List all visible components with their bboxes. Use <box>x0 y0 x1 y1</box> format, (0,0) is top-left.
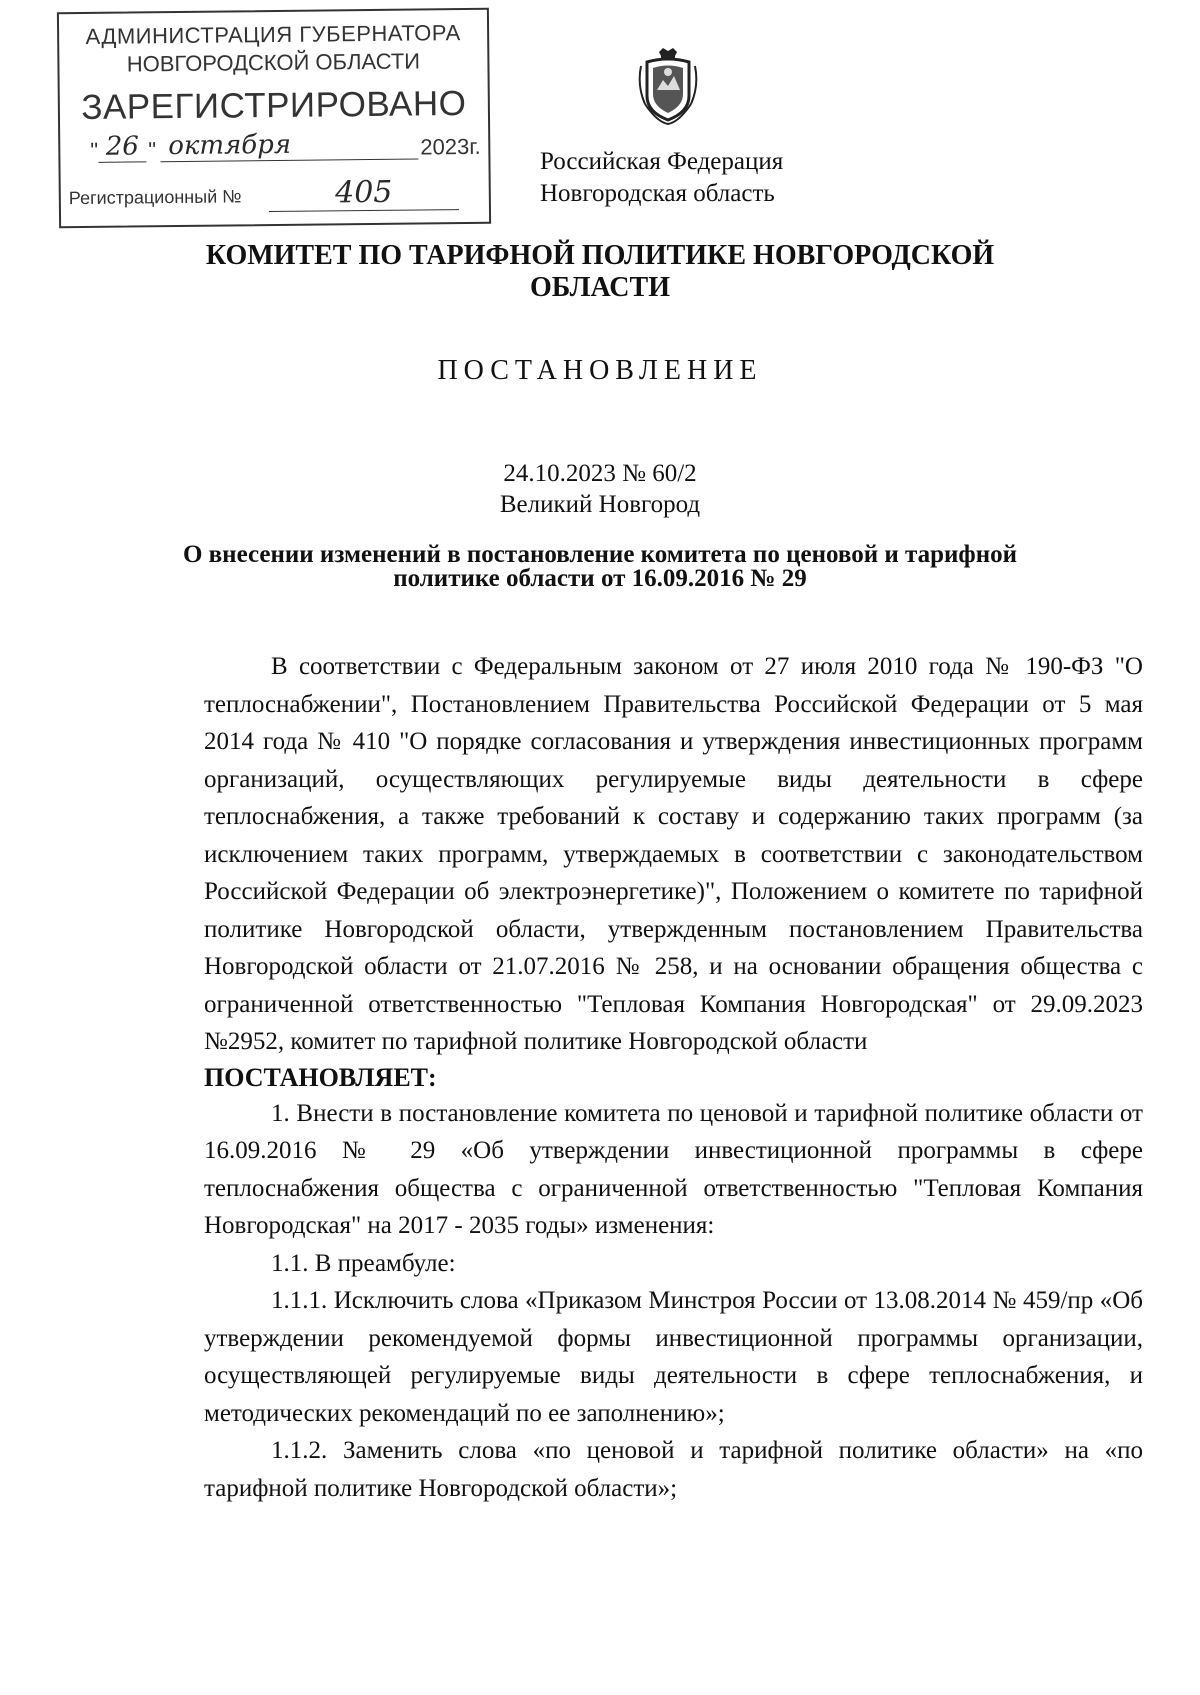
item-1: 1. Внести в постановление комитета по ценовой и тарифной политике области от 16.09.2016 № 29 «Об утверждении инвестиционной программы в сфере теплоснабжения общества с ограниченной ответственностью "Тепловая Компания Новгородская" на 2017 - 2035 годы» изменения: <box>204 1099 1143 1239</box>
stamp-month: октября <box>160 128 418 162</box>
stamp-quote-open: " <box>90 137 99 163</box>
item-1-1-1: 1.1.1. Исключить слова «Приказом Минстроя России от 13.08.2014 № 459/пр «Об утверждении рекомендуемой формы инвестиционной программы организации, осуществляющей регулируемые виды деятельности в сфере теплоснабжения, и методических рекомендаций по ее заполнению»; <box>204 1287 1143 1427</box>
stamp-date-row <box>90 129 481 170</box>
stamp-line-registered: ЗАРЕГИСТРИРОВАНО <box>81 83 467 128</box>
committee-name: КОМИТЕТ ПО ТАРИФНОЙ ПОЛИТИКЕ НОВГОРОДСКОЙ ОБЛАСТИ <box>205 240 995 303</box>
stamp-day: 26 <box>98 131 146 163</box>
country-name: Российская Федерация <box>540 148 784 175</box>
item-1-1-2: 1.1.2. Заменить слова «по ценовой и тарифной политике области» на «по тарифной политике Новгородской области»; <box>204 1437 1143 1502</box>
preamble-paragraph: В соответствии с Федеральным законом от 27 июля 2010 года № 190-ФЗ "О теплоснабжении", Постановлением Правительства Российской Федерации от 5 мая 2014 года № 410 "О порядке согласования и утверждения инвестиционных программ организаций, осуществляющих регулируемые виды деятельности в сфере теплоснабжения, а также требований к составу и содержанию таких программ (за исключением таких программ, утверждаемых в соответствии с законодательством Российской Федерации об электроэнергетике)", Положением о комитете по тарифной политике Новгородской области, утвержденным постановлением Правительства Новгородской области от 21.07.2016 № 258, и на основании обращения общества с ограниченной ответственностью "Тепловая Компания Новгородская" от 29.09.2023 №2952, комитет по тарифной политике Новгородской области <box>204 653 1143 1055</box>
stamp-line-region: НОВГОРОДСКОЙ ОБЛАСТИ <box>126 48 421 77</box>
decree-city: Великий Новгород <box>499 491 701 518</box>
stamp-line-administration: АДМИНИСТРАЦИЯ ГУБЕРНАТОРА <box>85 20 461 49</box>
stamp-registration-row <box>68 174 479 214</box>
stamp-reg-label: Регистрационный № <box>68 186 242 209</box>
resolve-heading: ПОСТАНОВЛЯЕТ: <box>204 1062 437 1092</box>
item-1-1: 1.1. В преамбуле: <box>271 1249 456 1277</box>
coat-of-arms-icon <box>637 46 699 126</box>
decree-subject: О внесении изменений в постановление комитета по ценовой и тарифной политике области от 16.09.2016 № 29 <box>182 541 1018 592</box>
registration-stamp <box>57 8 491 229</box>
stamp-reg-number: 405 <box>269 174 459 212</box>
document-body <box>204 648 1143 1507</box>
decree-date-number: 24.10.2023 № 60/2 <box>503 460 697 487</box>
decree-title: ПОСТАНОВЛЕНИЕ <box>437 355 763 386</box>
region-name: Новгородская область <box>540 180 775 207</box>
stamp-year: 2023г. <box>420 133 481 160</box>
stamp-quote-close: " <box>148 137 157 163</box>
